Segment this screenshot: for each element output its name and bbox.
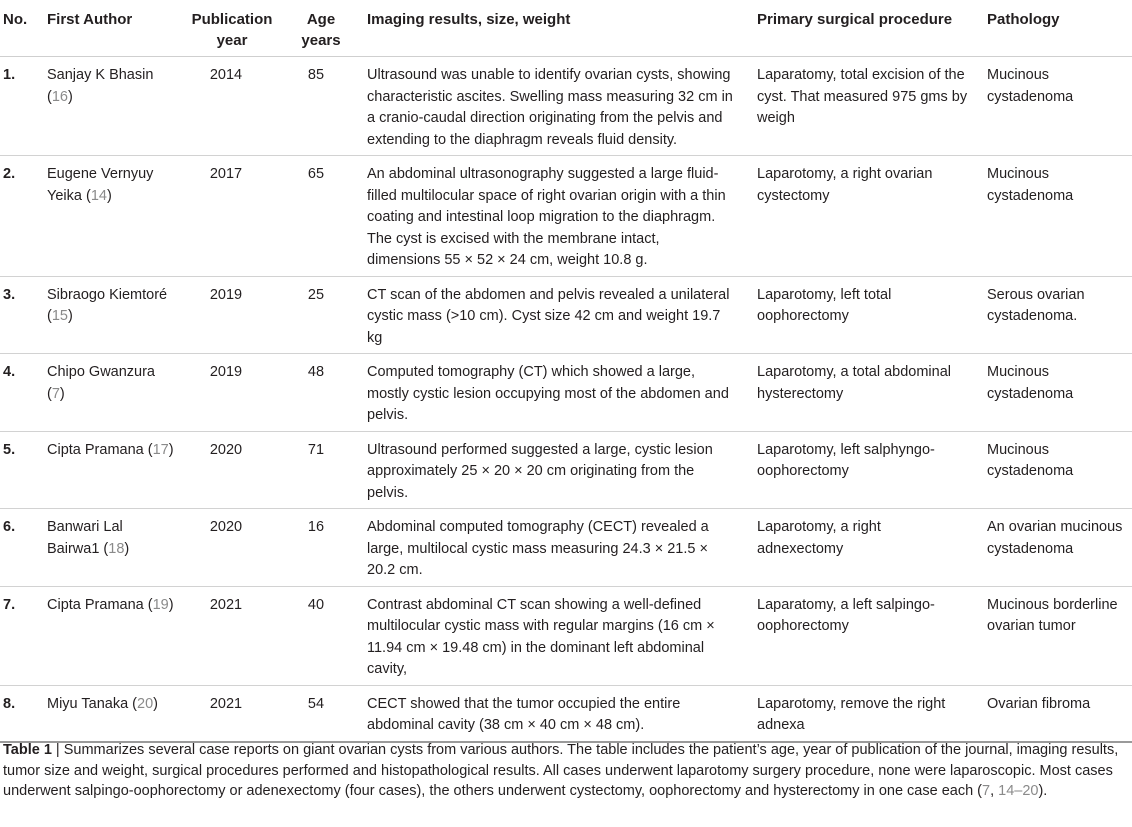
cell-pathology: Mucinous borderline ovarian tumor xyxy=(987,586,1132,685)
cell-imaging: CT scan of the abdomen and pelvis revealed a unilateral cystic mass (>10 cm). Cyst size 42 cm and weight 19.7 kg xyxy=(353,276,757,354)
author-name: Cipta Pramana xyxy=(47,441,144,458)
cell-age: 25 xyxy=(289,276,353,354)
cell-age: 48 xyxy=(289,354,353,432)
cell-year: 2020 xyxy=(175,431,289,509)
cell-imaging: CECT showed that the tumor occupied the entire abdominal cavity (38 cm × 40 cm × 48 cm). xyxy=(353,685,757,742)
table-row xyxy=(0,685,1132,742)
caption-reference-separator: , xyxy=(990,783,999,799)
cell-year: 2019 xyxy=(175,354,289,432)
cell-no: 7. xyxy=(0,586,47,685)
cell-author: Sanjay K Bhasin (16) xyxy=(47,57,175,156)
author-name: Chipo Gwanzura xyxy=(47,364,155,380)
table-header xyxy=(0,0,1132,57)
caption-label: Table 1 xyxy=(3,742,52,758)
cell-pathology: An ovarian mucinous cystadenoma xyxy=(987,509,1132,587)
table-row xyxy=(0,57,1132,156)
header-year: Publication year xyxy=(175,0,289,57)
cell-pathology: Mucinous cystadenoma xyxy=(987,57,1132,156)
header-procedure: Primary surgical procedure xyxy=(757,0,987,57)
author-name: Eugene Vernyuy Yeika xyxy=(47,166,154,204)
cell-no: 4. xyxy=(0,354,47,432)
table-row xyxy=(0,586,1132,685)
cell-year: 2020 xyxy=(175,509,289,587)
cell-procedure: Laparotomy, remove the right adnexa xyxy=(757,685,987,742)
cell-procedure: Laparotomy, a total abdominal hysterectomy xyxy=(757,354,987,432)
cell-author: Banwari Lal Bairwa1 (18) xyxy=(47,509,175,587)
cell-imaging: Ultrasound was unable to identify ovarian cysts, showing characteristic ascites. Swelling mass measuring 32 cm in a cranio-caudal direction originating from the pelvis and extending to the diaphragm reveals fluid density. xyxy=(353,57,757,156)
cell-no: 2. xyxy=(0,156,47,277)
cell-pathology: Mucinous cystadenoma xyxy=(987,156,1132,277)
table-row xyxy=(0,354,1132,432)
cell-procedure: Laparotomy, a right ovarian cystectomy xyxy=(757,156,987,277)
cell-age: 71 xyxy=(289,431,353,509)
header-age: Age years xyxy=(289,0,353,57)
cell-no: 3. xyxy=(0,276,47,354)
caption-text: Summarizes several case reports on giant ovarian cysts from various authors. The table includes the patient’s age, year of publication of the journal, imaging results, tumor size and weight, surgical procedures performed and histopathological results. All cases underwent laparotomy surgery procedure, none were laparoscopic. Most cases underwent salpingo-oophorectomy or adenexectomy (four cases), the others underwent cystectomy, oophorectomy and hysterectomy in one case each ( xyxy=(3,742,1119,799)
reference-link[interactable]: 16 xyxy=(51,88,68,105)
cell-author: Chipo Gwanzura (7) xyxy=(47,354,175,432)
author-name: Miyu Tanaka xyxy=(47,695,129,712)
caption-reference-link[interactable]: 14–20 xyxy=(998,783,1039,799)
header-no: No. xyxy=(0,0,47,57)
cell-age: 40 xyxy=(289,586,353,685)
cell-pathology: Mucinous cystadenoma xyxy=(987,431,1132,509)
cell-age: 65 xyxy=(289,156,353,277)
table-row xyxy=(0,276,1132,354)
reference-link[interactable]: 7 xyxy=(51,385,60,402)
caption-reference-link[interactable]: 7 xyxy=(982,783,991,799)
cell-pathology: Ovarian fibroma xyxy=(987,685,1132,742)
cell-no: 8. xyxy=(0,685,47,742)
cell-age: 16 xyxy=(289,509,353,587)
reference-link[interactable]: 18 xyxy=(108,540,125,557)
author-name: Sibraogo Kiemtoré xyxy=(47,286,168,303)
cell-imaging: Contrast abdominal CT scan showing a well-defined multilocular cystic mass with regular margins (16 cm × 11.94 cm × 19.48 cm) in the dominant left abdominal cavity, xyxy=(353,586,757,685)
header-author: First Author xyxy=(47,0,175,57)
author-name: Sanjay K Bhasin xyxy=(47,67,154,83)
cell-year: 2021 xyxy=(175,586,289,685)
header-row xyxy=(0,0,1132,57)
cell-year: 2017 xyxy=(175,156,289,277)
cell-no: 5. xyxy=(0,431,47,509)
cell-author: Sibraogo Kiemtoré (15) xyxy=(47,276,175,354)
cell-year: 2014 xyxy=(175,57,289,156)
cell-no: 1. xyxy=(0,57,47,156)
reference-link[interactable]: 19 xyxy=(152,596,169,613)
cell-author: Cipta Pramana (17) xyxy=(47,431,175,509)
author-name: Cipta Pramana xyxy=(47,596,144,613)
cell-age: 85 xyxy=(289,57,353,156)
reference-link[interactable]: 14 xyxy=(90,187,107,204)
table-row xyxy=(0,431,1132,509)
reference-link[interactable]: 20 xyxy=(137,695,154,712)
caption-separator: | xyxy=(55,742,60,758)
cell-year: 2019 xyxy=(175,276,289,354)
cell-year: 2021 xyxy=(175,685,289,742)
cell-pathology: Mucinous cystadenoma xyxy=(987,354,1132,432)
cell-imaging: An abdominal ultrasonography suggested a large fluid-filled multilocular space of right ovarian origin with a thin coating and intestinal loop migration to the diaphragm. The cyst is excised with the membrane intact, dimensions 55 × 52 × 24 cm, weight 10.8 g. xyxy=(353,156,757,277)
cell-procedure: Laparotomy, a right adnexectomy xyxy=(757,509,987,587)
cell-imaging: Ultrasound performed suggested a large, cystic lesion approximately 25 × 20 × 20 cm originating from the pelvis. xyxy=(353,431,757,509)
cell-imaging: Computed tomography (CT) which showed a large, mostly cystic lesion occupying most of the abdomen and pelvis. xyxy=(353,354,757,432)
cell-age: 54 xyxy=(289,685,353,742)
cell-procedure: Laparatomy, a left salpingo-oophorectomy xyxy=(757,586,987,685)
cell-procedure: Laparotomy, left total oophorectomy xyxy=(757,276,987,354)
cell-author: Eugene Vernyuy Yeika (14) xyxy=(47,156,175,277)
caption-end: ). xyxy=(1038,783,1048,799)
cell-author: Miyu Tanaka (20) xyxy=(47,685,175,742)
cell-procedure: Laparotomy, left salphyngo-oophorectomy xyxy=(757,431,987,509)
header-pathology: Pathology xyxy=(987,0,1132,57)
table-row xyxy=(0,156,1132,277)
reference-link[interactable]: 17 xyxy=(152,441,169,458)
cell-author: Cipta Pramana (19) xyxy=(47,586,175,685)
cell-procedure: Laparatomy, total excision of the cyst. That measured 975 gms by weigh xyxy=(757,57,987,156)
table-row xyxy=(0,509,1132,587)
cell-no: 6. xyxy=(0,509,47,587)
table-body xyxy=(0,57,1132,742)
cell-imaging: Abdominal computed tomography (CECT) revealed a large, multilocal cystic mass measuring 24.3 × 21.5 × 20.2 cm. xyxy=(353,509,757,587)
header-imaging: Imaging results, size, weight xyxy=(353,0,757,57)
cell-pathology: Serous ovarian cystadenoma. xyxy=(987,276,1132,354)
reference-link[interactable]: 15 xyxy=(51,308,68,324)
author-name: Banwari Lal Bairwa1 xyxy=(47,519,123,557)
table-caption xyxy=(3,740,1125,802)
